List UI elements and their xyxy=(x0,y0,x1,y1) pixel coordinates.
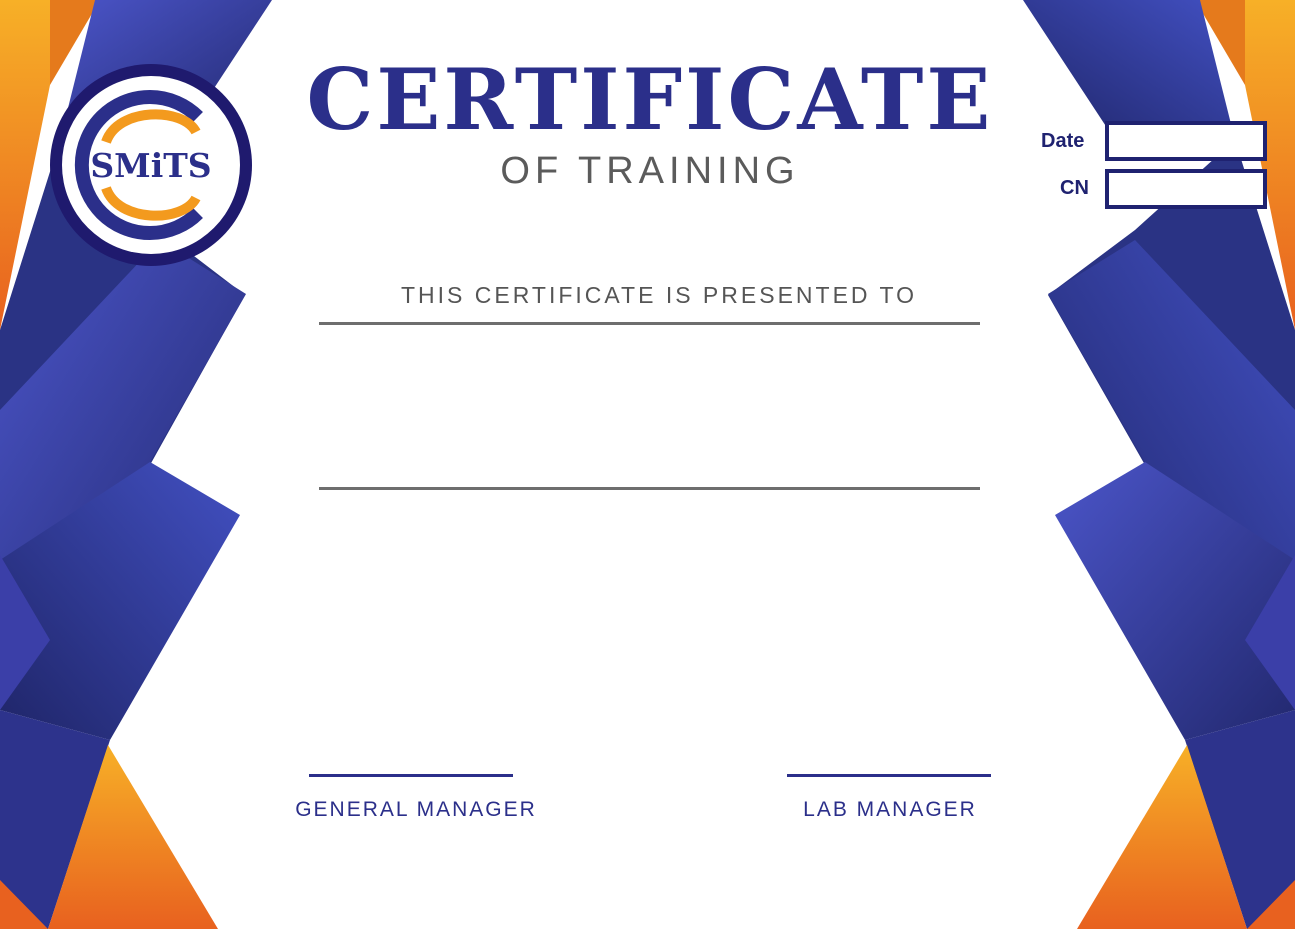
certificate-title: CERTIFICATE xyxy=(306,50,994,149)
date-label: Date xyxy=(1041,130,1085,152)
lab-manager-label: LAB MANAGER xyxy=(803,798,977,821)
general-manager-label: GENERAL MANAGER xyxy=(295,798,537,821)
smits-logo xyxy=(48,62,254,268)
cn-field[interactable] xyxy=(1105,169,1267,209)
cn-label: CN xyxy=(1060,177,1089,199)
presented-to-text: THIS CERTIFICATE IS PRESENTED TO xyxy=(400,282,918,308)
right-top-blue-band xyxy=(1023,0,1235,140)
date-field[interactable] xyxy=(1105,121,1267,161)
certificate-subtitle: OF TRAINING xyxy=(500,150,800,192)
recipient-name-line xyxy=(319,487,980,490)
general-manager-signature-line xyxy=(309,774,513,777)
lab-manager-signature-line xyxy=(787,774,991,777)
presented-to-underline xyxy=(319,322,980,325)
logo-text: SMiTS xyxy=(90,146,212,185)
